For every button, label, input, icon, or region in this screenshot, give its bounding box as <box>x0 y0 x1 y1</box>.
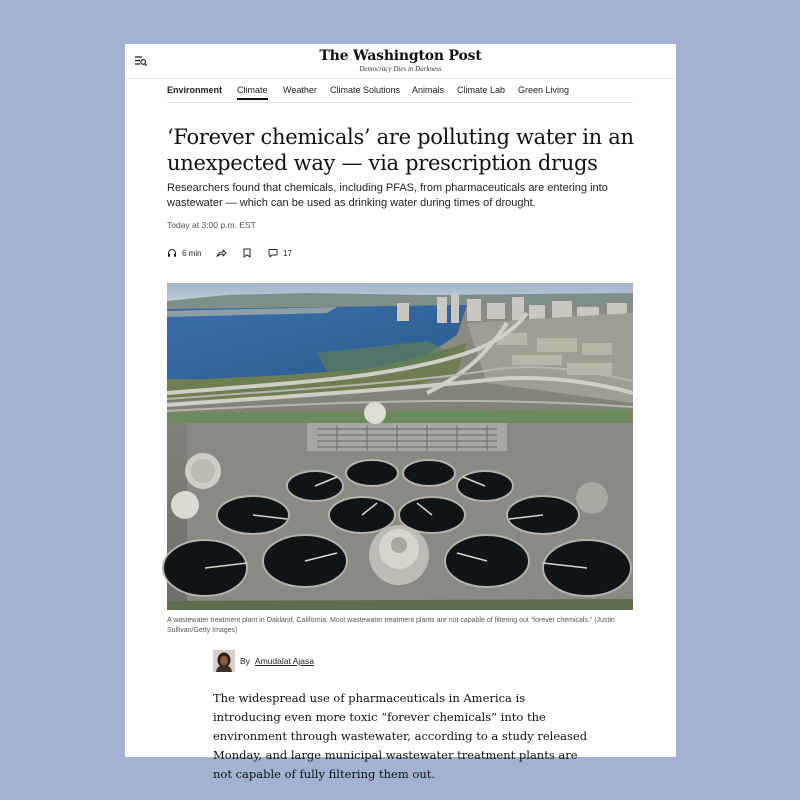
share-button[interactable] <box>216 248 227 258</box>
article-timestamp: Today at 3:00 p.m. EST <box>167 220 256 230</box>
listen-button[interactable] <box>167 248 202 258</box>
top-bar <box>125 44 676 79</box>
author-link[interactable]: Amudalat Ajasa <box>254 656 314 666</box>
article-dek: Researchers found that chemicals, including PFAS, from pharmaceuticals are entering into wastewater — which can be used as drinking water during times of drought. <box>167 182 608 209</box>
photo-caption: A wastewater treatment plant in Oakland, California. Most wastewater treatment plants are not capable of filtering out “forever chemicals.” (Justin Sullivan/Getty Images) <box>167 617 615 634</box>
byline <box>213 649 314 673</box>
comments-button[interactable] <box>268 248 292 258</box>
article-page <box>125 44 676 781</box>
comment-count: 17 <box>283 248 292 258</box>
nav-item-green-living[interactable]: Green Living <box>518 85 570 95</box>
share-icon <box>216 248 227 258</box>
article-headline: ‘Forever chemicals’ are polluting water in an unexpected way — via prescription drugs <box>167 125 634 175</box>
nav-item-animals[interactable]: Animals <box>412 85 445 95</box>
masthead-tagline: Democracy Dies in Darkness <box>359 65 442 73</box>
bookmark-button[interactable] <box>243 248 251 258</box>
nav-item-climate[interactable]: Climate <box>237 85 268 100</box>
article-body-paragraph: The widespread use of pharmaceuticals in America is introducing even more toxic “forever chemicals” into the environment through wastewater, according to a study released Monday, and large municipal wastewater treatment plants are not capable of fully filtering them out. <box>213 691 588 781</box>
bookmark-icon <box>243 248 251 258</box>
headphones-icon <box>167 248 177 258</box>
nav-section-environment[interactable]: Environment <box>167 85 223 95</box>
masthead-logo[interactable]: The Washington Post <box>319 48 482 64</box>
nav-item-climate-lab[interactable]: Climate Lab <box>457 85 506 95</box>
article-photo <box>167 283 633 610</box>
section-nav <box>167 84 633 103</box>
byline-prefix: By <box>240 656 250 666</box>
author-avatar[interactable] <box>213 650 235 672</box>
nav-item-weather[interactable]: Weather <box>283 85 317 95</box>
nav-item-climate-solutions[interactable]: Climate Solutions <box>330 85 401 95</box>
comment-icon <box>268 248 278 258</box>
listen-duration: 6 min <box>182 248 202 258</box>
